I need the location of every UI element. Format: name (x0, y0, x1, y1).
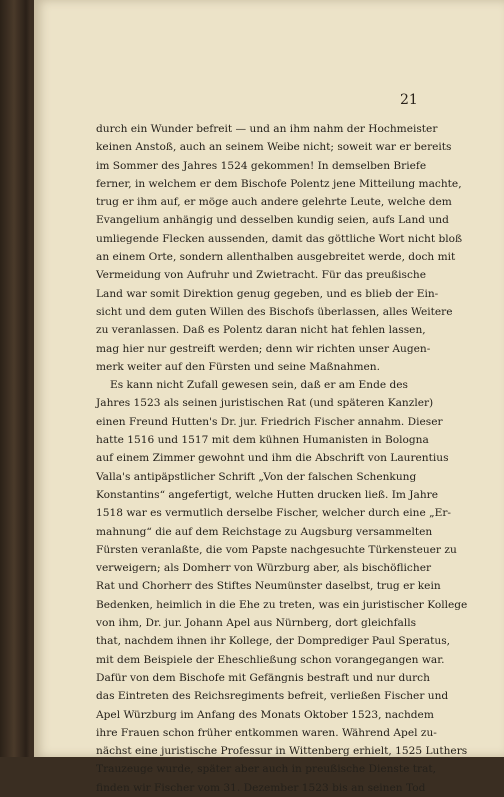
text-line: mahnung“ die auf dem Reichstage zu Augsburg versammelten (96, 525, 433, 538)
text-line: auf einem Zimmer gewohnt und ihm die Abschrift von Laurentius (96, 452, 449, 465)
text-line: sicht und dem guten Willen des Bischofs überlassen, alles Weitere (96, 305, 453, 318)
text-line: Land war somit Direktion genug gegeben, und es blieb der Ein- (96, 287, 439, 300)
text-line: durch ein Wunder befreit — und an ihm nahm der Hochmeister (96, 123, 438, 135)
text-line: Konstantins“ angefertigt, welche Hutten drucken ließ. Im Jahre (96, 488, 439, 501)
text-line: Fürsten veranlaßte, die vom Papste nachgesuchte Türkensteuer zu (96, 543, 457, 556)
text-line: Bedenken, heimlich in die Ehe zu treten, was ein juristischer Kollege (96, 598, 468, 611)
text-line: ihre Frauen schon früher entkommen waren. Während Apel zu- (96, 726, 437, 739)
body-text (96, 120, 468, 797)
text-line: das Eintreten des Reichsregiments befreit, verließen Fischer und (96, 690, 449, 703)
text-line: Valla's antipäpstlicher Schrift „Von der falschen Schenkung (96, 470, 417, 483)
text-line: Apel Würzburg im Anfang des Monats Oktober 1523, nachdem (96, 708, 434, 721)
text-line: finden wir Fischer vom 31. Dezember 1523 bis an seinen Tod (96, 781, 426, 794)
text-line: zu veranlassen. Daß es Polentz daran nicht hat fehlen lassen, (96, 324, 426, 337)
page-number: 21 (400, 92, 418, 108)
text-line: nächst eine juristische Professur in Wittenberg erhielt, 1525 Luthers (96, 745, 468, 758)
text-line: mag hier nur gestreift werden; denn wir richten unser Augen- (96, 342, 431, 355)
text-line: Evangelium anhängig und desselben kundig seien, aufs Land und (96, 214, 449, 227)
text-line: keinen Anstoß, auch an seinem Weibe nicht; soweit war er bereits (96, 141, 452, 154)
text-line: merk weiter auf den Fürsten und seine Maßnahmen. (96, 360, 380, 373)
text-line: von ihm, Dr. jur. Johann Apel aus Nürnberg, dort gleichfalls (96, 617, 417, 630)
page-sheet (34, 0, 504, 794)
text-line: trug er ihm auf, er möge auch andere gelehrte Leute, welche dem (96, 196, 452, 209)
text-line: Jahres 1523 als seinen juristischen Rat (und späteren Kanzler) (96, 397, 434, 410)
text-line: verweigern; als Domherr von Würzburg aber, als bischöflicher (96, 562, 432, 575)
text-line: Dafür von dem Bischofe mit Gefängnis bestraft und nur durch (96, 671, 430, 684)
text-line: an einem Orte, sondern allenthalben ausgebreitet werde, doch mit (96, 251, 456, 264)
text-line: 1518 war es vermutlich derselbe Fischer, welcher durch eine „Er- (96, 507, 451, 520)
text-line: mit dem Beispiele der Eheschließung schon vorangegangen war. (96, 653, 445, 666)
text-line: Vermeidung von Aufruhr und Zwietracht. Für das preußische (96, 269, 427, 282)
text-line: hatte 1516 und 1517 mit dem kühnen Humanisten in Bologna (96, 434, 429, 447)
text-line: Es kann nicht Zufall gewesen sein, daß er am Ende des (110, 379, 408, 392)
text-line: ferner, in welchem er dem Bischofe Polentz jene Mitteilung machte, (96, 177, 462, 190)
text-line: umliegende Flecken aussenden, damit das göttliche Wort nicht bloß (96, 232, 463, 245)
text-line: Trauzeuge wurde, später aber auch in preußische Dienste trat, (96, 763, 437, 776)
text-line: einen Freund Hutten's Dr. jur. Friedrich Fischer annahm. Dieser (96, 415, 443, 428)
text-line: Rat und Chorherr des Stiftes Neumünster daselbst, trug er kein (96, 580, 441, 593)
text-line: im Sommer des Jahres 1524 gekommen! In demselben Briefe (96, 159, 427, 172)
text-line: that, nachdem ihnen ihr Kollege, der Domprediger Paul Speratus, (96, 635, 451, 648)
